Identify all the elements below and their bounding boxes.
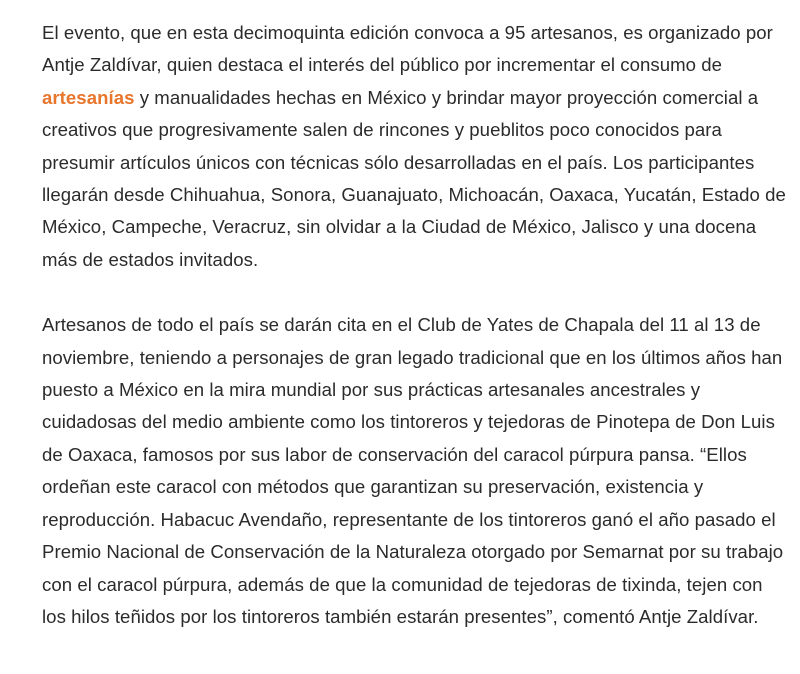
paragraph-1-text-before-link: El evento, que en esta decimoquinta edición convoca a 95 artesanos, es organizado por Antje Zaldívar, quien destaca el interés del público por incrementar el consumo de (42, 22, 773, 76)
article-body (42, 17, 787, 633)
article-paragraph-2: Artesanos de todo el país se darán cita en el Club de Yates de Chapala del 11 al 13 de noviembre, teniendo a personajes de gran legado tradicional que en los últimos años han puesto a México en la mira mundial por sus prácticas artesanales ancestrales y cuidadosas del medio ambiente como los tintoreros y tejedoras de Pinotepa de Don Luis de Oaxaca, famosos por sus labor de conservación del caracol púrpura pansa. “Ellos ordeñan este caracol con métodos que garantizan su preservación, existencia y reproducción. Habacuc Avendaño, representante de los tintoreros ganó el año pasado el Premio Nacional de Conservación de la Naturaleza otorgado por Semarnat por su trabajo con el caracol púrpura, además de que la comunidad de tejedoras de tixinda, tejen con los hilos teñidos por los tintoreros también estarán presentes”, comentó Antje Zaldívar. (42, 314, 784, 627)
article-paragraph-1 (42, 17, 787, 276)
paragraph-1-text-after-link: y manualidades hechas en México y brindar mayor proyección comercial a creativos que progresivamente salen de rincones y pueblitos poco conocidos para presumir artículos únicos con técnicas sólo desarrolladas en el país. Los participantes llegarán desde Chihuahua, Sonora, Guanajuato, Michoacán, Oaxaca, Yucatán, Estado de México, Campeche, Veracruz, sin olvidar a la Ciudad de México, Jalisco y una docena más de estados invitados. (42, 86, 786, 270)
artesanias-link[interactable]: artesanías (42, 86, 135, 108)
